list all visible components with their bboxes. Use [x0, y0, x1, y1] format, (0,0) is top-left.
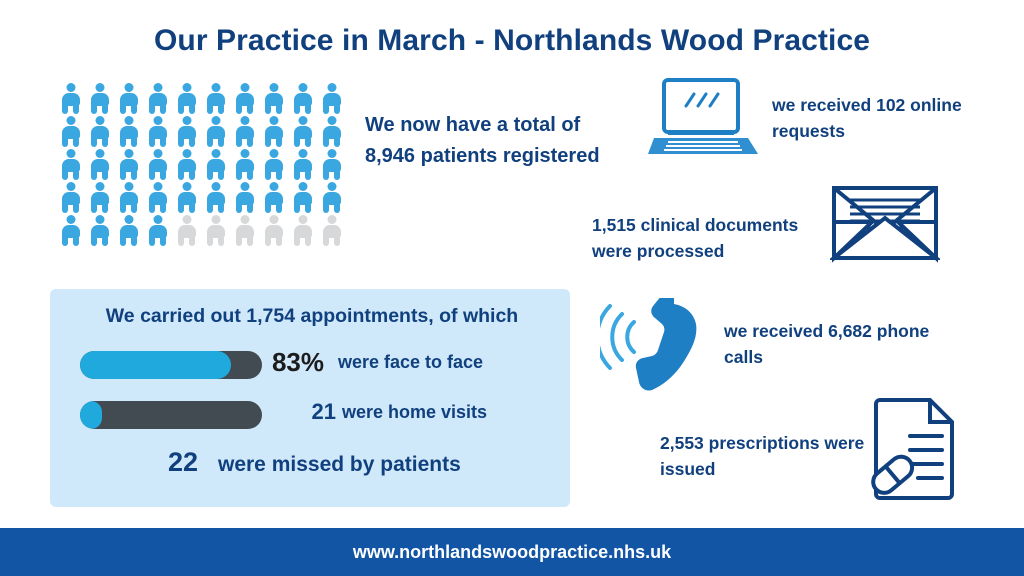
appointments-heading: We carried out 1,754 appointments, of which	[105, 305, 519, 327]
person-icon	[230, 181, 259, 214]
person-icon	[201, 115, 230, 148]
page-title: Our Practice in March - Northlands Wood Practice	[153, 24, 871, 57]
person-icon	[114, 82, 143, 115]
person-icon	[317, 115, 346, 148]
face-to-face-bar-fill	[80, 351, 231, 379]
person-icon	[85, 181, 114, 214]
person-icon	[201, 148, 230, 181]
missed-label: were missed by patients	[218, 453, 461, 476]
face-to-face-bar	[80, 351, 262, 379]
person-icon	[172, 148, 201, 181]
person-icon	[56, 82, 85, 115]
person-icon	[172, 181, 201, 214]
appointments-panel	[50, 289, 570, 507]
footer-bar	[0, 528, 1024, 576]
person-icon	[230, 82, 259, 115]
person-icon	[230, 148, 259, 181]
person-icon	[317, 181, 346, 214]
person-icon	[288, 82, 317, 115]
person-icon	[288, 181, 317, 214]
person-icon	[85, 214, 114, 247]
person-icon	[317, 214, 346, 247]
person-icon	[201, 214, 230, 247]
person-icon	[259, 148, 288, 181]
person-icon	[114, 148, 143, 181]
prescription-icon	[862, 394, 962, 504]
person-icon	[143, 181, 172, 214]
person-icon	[288, 148, 317, 181]
missed-value: 22	[168, 447, 199, 477]
home-visits-value: 21	[311, 399, 336, 424]
person-icon	[85, 115, 114, 148]
person-icon	[172, 115, 201, 148]
phone-icon	[600, 298, 720, 396]
person-icon	[143, 148, 172, 181]
face-to-face-label: were face to face	[338, 352, 484, 372]
clinical-documents-text: 1,515 clinical documents were processed	[592, 215, 799, 262]
person-icon	[172, 214, 201, 247]
person-icon	[143, 82, 172, 115]
patients-pictogram	[56, 82, 346, 247]
website-url[interactable]: www.northlandswoodpractice.nhs.uk	[352, 542, 672, 562]
home-visits-bar	[80, 401, 262, 429]
person-icon	[56, 115, 85, 148]
person-icon	[56, 148, 85, 181]
person-icon	[143, 115, 172, 148]
person-icon	[201, 181, 230, 214]
person-icon	[288, 214, 317, 247]
patients-total-caption: We now have a total of 8,946 patients registered	[365, 114, 600, 167]
prescriptions-text: 2,553 prescriptions were issued	[660, 433, 865, 480]
person-icon	[259, 115, 288, 148]
online-requests-text: we received 102 online requests	[772, 95, 962, 142]
person-icon	[259, 214, 288, 247]
person-icon	[201, 82, 230, 115]
person-icon	[56, 214, 85, 247]
person-icon	[85, 82, 114, 115]
person-icon	[85, 148, 114, 181]
face-to-face-value: 83%	[271, 347, 325, 377]
laptop-icon	[646, 76, 762, 160]
home-visits-label: were home visits	[342, 402, 488, 422]
person-icon	[143, 214, 172, 247]
person-icon	[172, 82, 201, 115]
person-icon	[259, 82, 288, 115]
person-icon	[288, 115, 317, 148]
person-icon	[230, 214, 259, 247]
person-icon	[56, 181, 85, 214]
person-icon	[114, 115, 143, 148]
home-visits-bar-fill	[80, 401, 102, 429]
person-icon	[114, 181, 143, 214]
person-icon	[259, 181, 288, 214]
person-icon	[230, 115, 259, 148]
phone-calls-text: we received 6,682 phone calls	[724, 321, 930, 368]
person-icon	[317, 82, 346, 115]
person-icon	[317, 148, 346, 181]
envelope-icon	[830, 178, 940, 266]
person-icon	[114, 214, 143, 247]
